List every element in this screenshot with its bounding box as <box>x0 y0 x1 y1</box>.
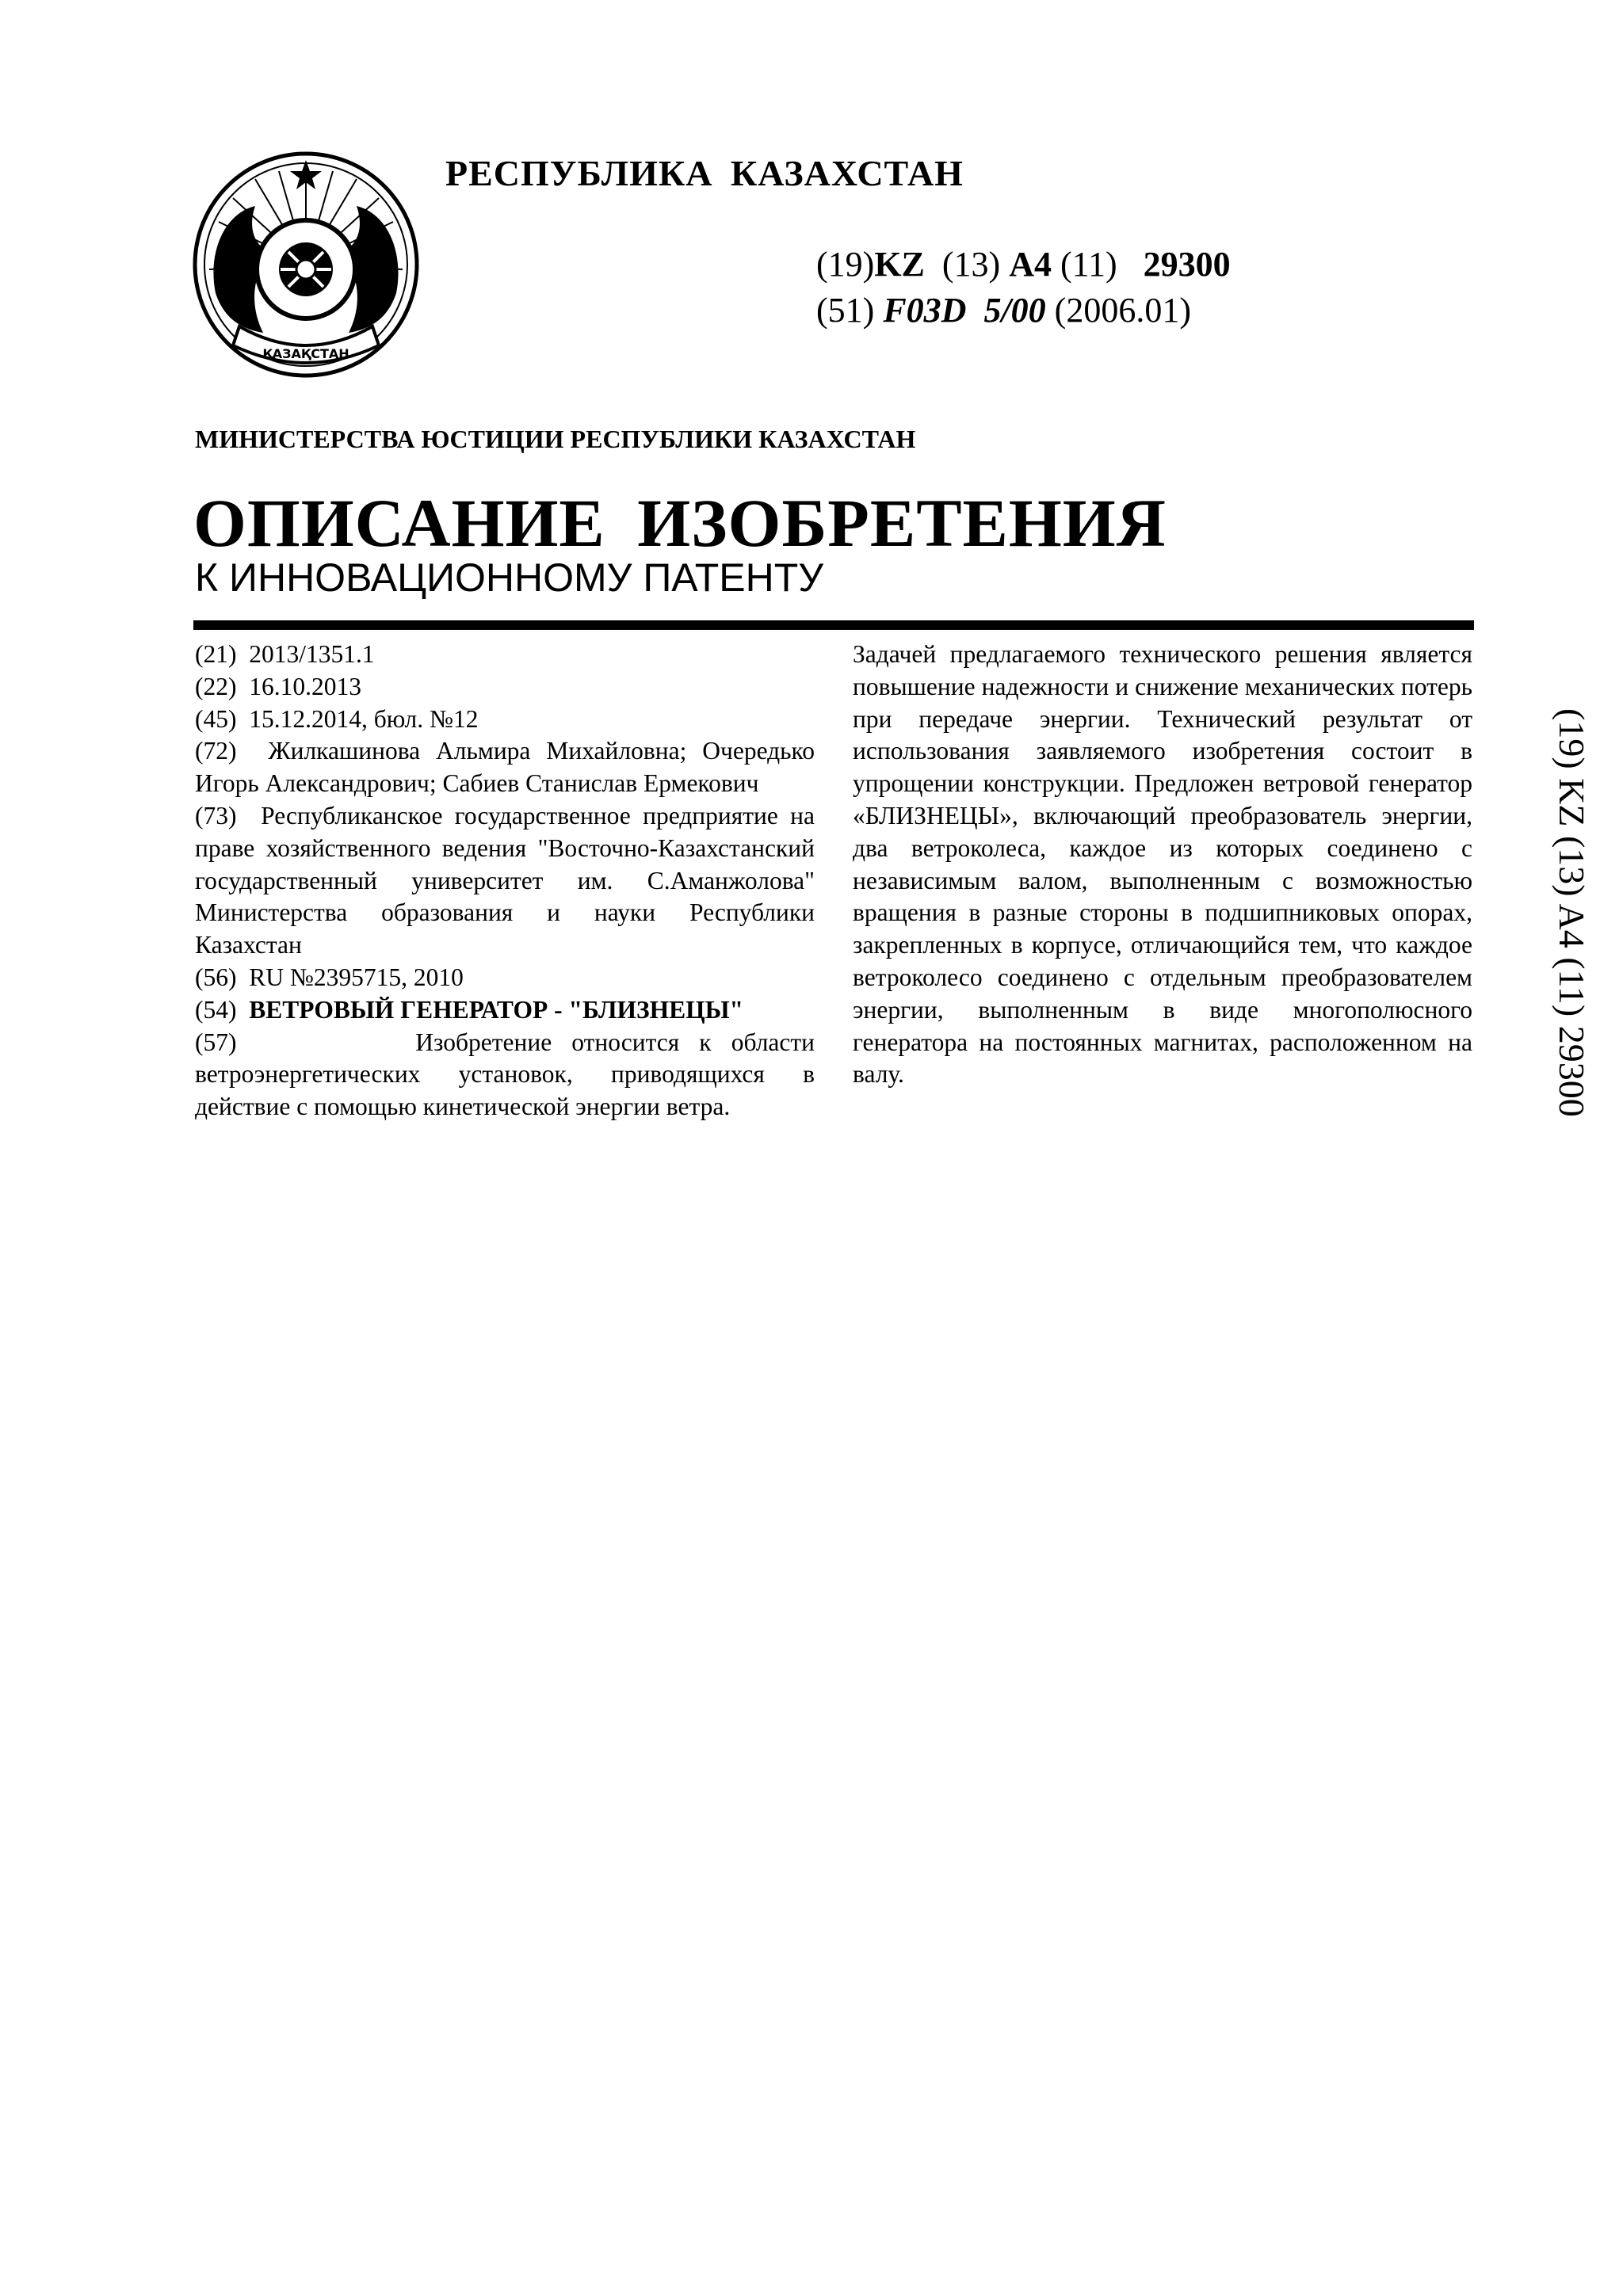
document-subtitle: К ИННОВАЦИОННОМУ ПАТЕНТУ <box>195 555 824 600</box>
patent-number: 29300 <box>1143 245 1231 284</box>
cited-documents: RU №2395715, 2010 <box>249 963 464 991</box>
emblem-ribbon-label: ҚАЗАҚСТАН <box>262 346 349 361</box>
country-code: KZ <box>874 245 925 284</box>
ministry-name: МИНИСТЕРСТВА ЮСТИЦИИ РЕСПУБЛИКИ КАЗАХСТАН <box>195 425 916 453</box>
field-code: (72) <box>195 737 237 765</box>
code-11: (11) <box>1060 245 1117 284</box>
field-code: (73) <box>195 801 237 830</box>
patent-codes-line <box>816 244 1231 284</box>
code-13: (13) <box>941 245 1001 284</box>
invention-title: ВЕТРОВЫЙ ГЕНЕРАТОР - "БЛИЗНЕЦЫ" <box>249 995 744 1024</box>
field-code: (45) <box>195 704 237 733</box>
abstract-continued: Задачей предлагаемого технического решения является повышение надежности и снижение механических потерь при передаче энергии. Технический результат от использования заявляемого изобретения состоит в упрощении конструкции. Предложен ветровой генератор «БЛИЗНЕЦЫ», включающий преобразователь энергии, два ветроколеса, каждое из которых соединено с независимым валом, выполненным с возможностью вращения в разные стороны в подшипниковых опорах, закрепленных в корпусе, отличающийся тем, что каждое ветроколесо соединено с отдельным преобразователем энергии, выполненным в виде многополюсного генератора на постоянных магнитах, расположенном на валу. <box>853 640 1472 1089</box>
field-21 <box>195 639 815 671</box>
country-name: РЕСПУБЛИКА КАЗАХСТАН <box>445 153 964 193</box>
field-54 <box>195 994 815 1027</box>
field-code: (57) <box>195 1028 237 1056</box>
field-56 <box>195 962 815 994</box>
publication-date: 15.12.2014, бюл. №12 <box>249 704 479 733</box>
side-patent-label <box>1541 705 1596 1149</box>
side-label-svg <box>1541 705 1596 1149</box>
document-kind: A4 <box>1009 245 1052 284</box>
field-code: (54) <box>195 995 237 1024</box>
ipc-class: F03D <box>883 291 967 330</box>
code-51: (51) <box>816 291 875 330</box>
field-code: (22) <box>195 672 237 700</box>
ipc-classification-line <box>816 290 1191 330</box>
field-45 <box>195 704 815 736</box>
field-57 <box>195 1027 815 1123</box>
patent-owner: Республиканское государственное предприятие на праве хозяйственного ведения "Восточно-Казахстанский государственный университет им. С.Аманжолова" Министерства образования и науки Республики Казахстан <box>195 801 815 959</box>
inventors: Жилкашинова Альмира Михайловна; Очередько Игорь Александрович; Сабиев Станислав Ермекович <box>195 737 815 798</box>
kazakhstan-state-emblem-icon <box>192 151 420 379</box>
abstract-start: Изобретение относится к области ветроэнергетических установок, приводящихся в действие с помощью кинетической энергии ветра. <box>195 1028 815 1121</box>
field-72 <box>195 735 815 800</box>
ipc-group: 5/00 <box>983 291 1046 330</box>
state-emblem <box>192 151 420 379</box>
document-title: ОПИСАНИЕ ИЗОБРЕТЕНИЯ <box>193 485 1167 561</box>
ipc-version: (2006.01) <box>1054 291 1191 330</box>
application-number: 2013/1351.1 <box>249 640 375 668</box>
field-73 <box>195 800 815 962</box>
field-code: (21) <box>195 640 237 668</box>
filing-date: 16.10.2013 <box>249 672 361 700</box>
code-19: (19) <box>816 245 875 284</box>
field-22 <box>195 671 815 704</box>
field-code: (56) <box>195 963 237 991</box>
bibliographic-column <box>195 639 815 1123</box>
abstract-column <box>853 639 1472 1091</box>
side-label-text: (19) KZ (13) A4 (11) 29300 <box>1552 708 1592 1117</box>
header-divider <box>193 620 1474 630</box>
